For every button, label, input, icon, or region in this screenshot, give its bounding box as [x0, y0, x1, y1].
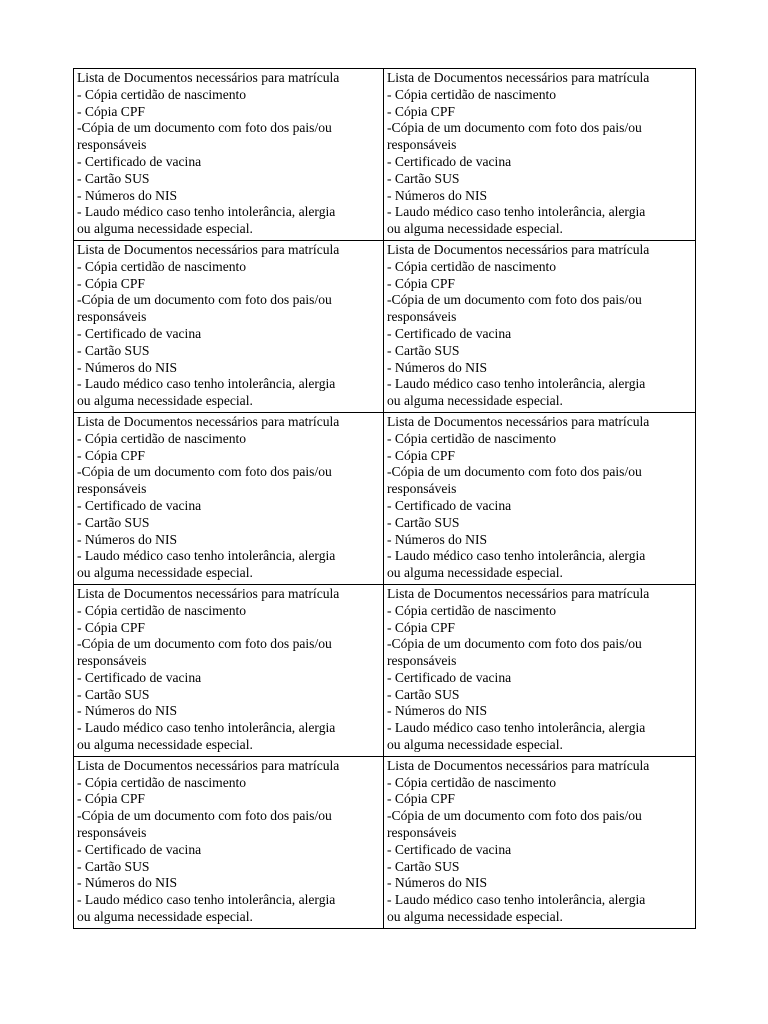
item-nis-number: - Números do NIS — [77, 359, 178, 375]
item-birth-certificate: - Cópia certidão de nascimento — [77, 86, 247, 102]
item-sus-card: - Cartão SUS — [77, 342, 150, 358]
item-parent-photo-id: -Cópia de um documento com foto dos pais/ou — [387, 808, 642, 824]
item-nis-number: - Números do NIS — [387, 875, 488, 891]
item-parent-photo-id-continued: responsáveis — [77, 825, 147, 841]
item-medical-report-continued: ou alguma necessidade especial. — [77, 737, 253, 753]
card-title: Lista de Documentos necessários para matrícula — [387, 413, 650, 429]
item-parent-photo-id-continued: responsáveis — [77, 137, 147, 153]
item-parent-photo-id: -Cópia de um documento com foto dos pais/ou — [77, 464, 332, 480]
table-row — [74, 69, 696, 241]
item-parent-photo-id: -Cópia de um documento com foto dos pais/ou — [387, 464, 642, 480]
item-medical-report-continued: ou alguma necessidade especial. — [77, 221, 253, 237]
item-sus-card: - Cartão SUS — [387, 342, 460, 358]
item-medical-report: - Laudo médico caso tenho intolerância, alergia — [77, 892, 336, 908]
card-title: Lista de Documentos necessários para matrícula — [77, 757, 340, 773]
item-parent-photo-id: -Cópia de um documento com foto dos pais/ou — [77, 808, 332, 824]
card-title: Lista de Documentos necessários para matrícula — [77, 585, 340, 601]
item-medical-report-continued: ou alguma necessidade especial. — [387, 565, 563, 581]
table-row — [74, 412, 696, 584]
item-parent-photo-id-continued: responsáveis — [387, 481, 457, 497]
item-birth-certificate: - Cópia certidão de nascimento — [387, 602, 557, 618]
card-title: Lista de Documentos necessários para matrícula — [387, 70, 650, 85]
item-sus-card: - Cartão SUS — [77, 858, 150, 874]
item-medical-report: - Laudo médico caso tenho intolerância, alergia — [77, 204, 336, 220]
document-list-card — [74, 69, 384, 241]
document-list-card — [384, 584, 696, 756]
item-vaccine-certificate: - Certificado de vacina — [387, 153, 512, 169]
item-cpf: - Cópia CPF — [387, 447, 455, 463]
item-cpf: - Cópia CPF — [387, 791, 455, 807]
card-title: Lista de Documentos necessários para matrícula — [387, 241, 650, 257]
item-cpf: - Cópia CPF — [387, 103, 455, 119]
card-title: Lista de Documentos necessários para matrícula — [77, 241, 340, 257]
item-medical-report-continued: ou alguma necessidade especial. — [77, 909, 253, 925]
item-sus-card: - Cartão SUS — [387, 858, 460, 874]
item-vaccine-certificate: - Certificado de vacina — [77, 841, 202, 857]
card-title: Lista de Documentos necessários para matrícula — [77, 413, 340, 429]
document-list-table — [73, 68, 696, 929]
table-row — [74, 584, 696, 756]
item-cpf: - Cópia CPF — [77, 275, 145, 291]
item-birth-certificate: - Cópia certidão de nascimento — [387, 258, 557, 274]
item-nis-number: - Números do NIS — [77, 875, 178, 891]
item-sus-card: - Cartão SUS — [77, 686, 150, 702]
item-birth-certificate: - Cópia certidão de nascimento — [387, 430, 557, 446]
item-nis-number: - Números do NIS — [77, 703, 178, 719]
item-birth-certificate: - Cópia certidão de nascimento — [387, 774, 557, 790]
item-parent-photo-id-continued: responsáveis — [77, 481, 147, 497]
item-vaccine-certificate: - Certificado de vacina — [77, 669, 202, 685]
item-cpf: - Cópia CPF — [387, 275, 455, 291]
table-row — [74, 240, 696, 412]
item-medical-report: - Laudo médico caso tenho intolerância, alergia — [77, 548, 336, 564]
item-medical-report-continued: ou alguma necessidade especial. — [387, 737, 563, 753]
item-medical-report-continued: ou alguma necessidade especial. — [77, 393, 253, 409]
item-medical-report: - Laudo médico caso tenho intolerância, alergia — [387, 720, 646, 736]
item-vaccine-certificate: - Certificado de vacina — [387, 841, 512, 857]
table-row — [74, 756, 696, 928]
item-nis-number: - Números do NIS — [387, 703, 488, 719]
item-medical-report: - Laudo médico caso tenho intolerância, alergia — [387, 376, 646, 392]
item-birth-certificate: - Cópia certidão de nascimento — [77, 258, 247, 274]
item-vaccine-certificate: - Certificado de vacina — [387, 497, 512, 513]
item-vaccine-certificate: - Certificado de vacina — [387, 669, 512, 685]
item-cpf: - Cópia CPF — [77, 103, 145, 119]
document-list-card — [74, 584, 384, 756]
item-sus-card: - Cartão SUS — [387, 170, 460, 186]
document-list-table-body — [74, 69, 696, 929]
document-list-card — [384, 756, 696, 928]
card-title: Lista de Documentos necessários para matrícula — [387, 585, 650, 601]
item-vaccine-certificate: - Certificado de vacina — [77, 325, 202, 341]
document-list-card — [384, 412, 696, 584]
document-list-card — [74, 756, 384, 928]
item-parent-photo-id-continued: responsáveis — [387, 825, 457, 841]
item-sus-card: - Cartão SUS — [387, 514, 460, 530]
card-title: Lista de Documentos necessários para matrícula — [387, 757, 650, 773]
document-list-card — [74, 240, 384, 412]
item-parent-photo-id: -Cópia de um documento com foto dos pais/ou — [387, 120, 642, 136]
item-parent-photo-id-continued: responsáveis — [77, 653, 147, 669]
document-list-card — [74, 412, 384, 584]
item-parent-photo-id: -Cópia de um documento com foto dos pais/ou — [77, 120, 332, 136]
item-medical-report: - Laudo médico caso tenho intolerância, alergia — [387, 548, 646, 564]
item-medical-report: - Laudo médico caso tenho intolerância, alergia — [387, 204, 646, 220]
item-medical-report: - Laudo médico caso tenho intolerância, alergia — [77, 376, 336, 392]
item-parent-photo-id-continued: responsáveis — [387, 653, 457, 669]
item-birth-certificate: - Cópia certidão de nascimento — [77, 602, 247, 618]
item-sus-card: - Cartão SUS — [77, 514, 150, 530]
item-medical-report-continued: ou alguma necessidade especial. — [387, 221, 563, 237]
item-nis-number: - Números do NIS — [387, 359, 488, 375]
item-nis-number: - Números do NIS — [387, 531, 488, 547]
item-birth-certificate: - Cópia certidão de nascimento — [77, 430, 247, 446]
item-sus-card: - Cartão SUS — [77, 170, 150, 186]
item-parent-photo-id-continued: responsáveis — [387, 137, 457, 153]
item-medical-report: - Laudo médico caso tenho intolerância, alergia — [387, 892, 646, 908]
item-nis-number: - Números do NIS — [77, 187, 178, 203]
document-list-card — [384, 240, 696, 412]
item-cpf: - Cópia CPF — [387, 619, 455, 635]
item-sus-card: - Cartão SUS — [387, 686, 460, 702]
document-list-card — [384, 69, 696, 241]
item-parent-photo-id-continued: responsáveis — [77, 309, 147, 325]
item-medical-report-continued: ou alguma necessidade especial. — [77, 565, 253, 581]
item-cpf: - Cópia CPF — [77, 791, 145, 807]
item-parent-photo-id: -Cópia de um documento com foto dos pais/ou — [77, 636, 332, 652]
item-parent-photo-id: -Cópia de um documento com foto dos pais/ou — [387, 292, 642, 308]
item-cpf: - Cópia CPF — [77, 447, 145, 463]
item-nis-number: - Números do NIS — [387, 187, 488, 203]
item-vaccine-certificate: - Certificado de vacina — [77, 497, 202, 513]
item-vaccine-certificate: - Certificado de vacina — [77, 153, 202, 169]
item-parent-photo-id-continued: responsáveis — [387, 309, 457, 325]
item-medical-report-continued: ou alguma necessidade especial. — [387, 393, 563, 409]
item-medical-report: - Laudo médico caso tenho intolerância, alergia — [77, 720, 336, 736]
item-cpf: - Cópia CPF — [77, 619, 145, 635]
item-parent-photo-id: -Cópia de um documento com foto dos pais/ou — [77, 292, 332, 308]
card-title: Lista de Documentos necessários para matrícula — [77, 70, 340, 85]
item-medical-report-continued: ou alguma necessidade especial. — [387, 909, 563, 925]
item-nis-number: - Números do NIS — [77, 531, 178, 547]
item-vaccine-certificate: - Certificado de vacina — [387, 325, 512, 341]
item-parent-photo-id: -Cópia de um documento com foto dos pais/ou — [387, 636, 642, 652]
item-birth-certificate: - Cópia certidão de nascimento — [77, 774, 247, 790]
item-birth-certificate: - Cópia certidão de nascimento — [387, 86, 557, 102]
